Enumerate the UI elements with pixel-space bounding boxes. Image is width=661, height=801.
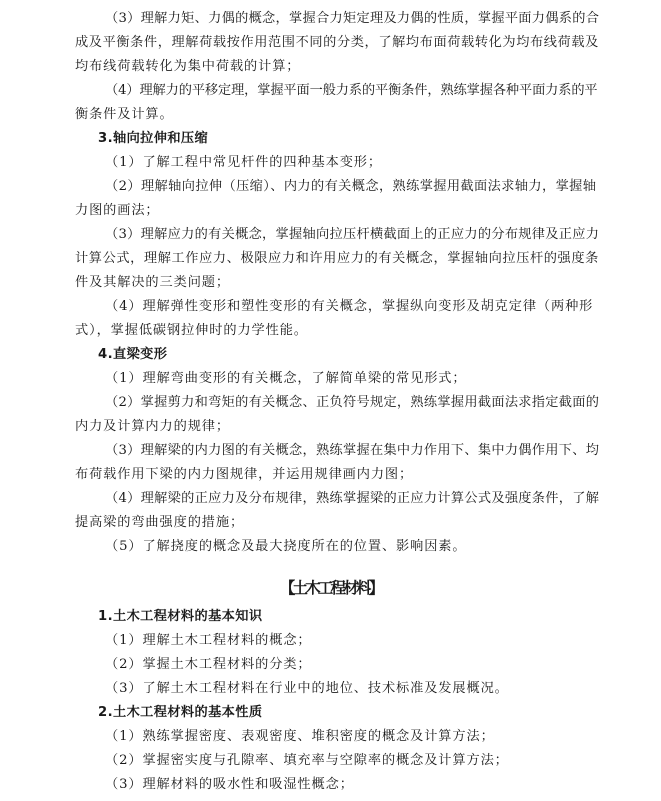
paragraph-line: 力图的画法； [75,203,160,218]
paragraph-line: （1）理解土木工程材料的概念； [105,633,312,648]
paragraph-line: （4）理解力的平移定理，掌握平面一般力系的平衡条件，熟练掌握各种平面力系的平 [105,83,598,98]
paragraph-line: （3）理解梁的内力图的有关概念，熟练掌握在集中力作用下、集中力偶作用下、均 [105,443,600,458]
paragraph-line: 成及平衡条件，理解荷载按作用范围不同的分类，了解均布面荷载转化为均布线荷载及 [75,35,599,50]
paragraph-line: （3）理解应力的有关概念，掌握轴向拉压杆横截面上的正应力的分布规律及正应力 [105,227,600,242]
paragraph-line: （4）理解弹性变形和塑性变形的有关概念，掌握纵向变形及胡克定律（两种形 [105,299,594,314]
paragraph-line: 计算公式，理解工作应力、极限应力和许用应力的有关概念，掌握轴向拉压杆的强度条 [75,251,599,266]
section-title: 【土木工程材料】 [279,579,382,597]
paragraph-line: 提高梁的弯曲强度的措施； [75,515,245,530]
paragraph-line: 式），掌握低碳钢拉伸时的力学性能。 [75,323,308,338]
paragraph-line: （2）掌握土木工程材料的分类； [105,657,312,672]
paragraph-line: （1）理解弯曲变形的有关概念，了解简单梁的常见形式； [105,371,467,386]
paragraph-line: （5）了解挠度的概念及最大挠度所在的位置、影响因素。 [105,539,467,554]
section-heading: 1.土木工程材料的基本知识 [98,609,263,624]
paragraph-line: （2）掌握密实度与孔隙率、填充率与空隙率的概念及计算方法； [105,753,509,768]
paragraph-line: （3）了解土木工程材料在行业中的地位、技术标准及发展概况。 [105,681,509,696]
paragraph-line: （2）掌握剪力和弯矩的有关概念、正负符号规定，熟练掌握用截面法求指定截面的 [105,395,600,410]
paragraph-line: 布荷载作用下梁的内力图规律，并运用规律画内力图； [75,467,414,482]
paragraph-line: （2）理解轴向拉伸（压缩）、内力的有关概念，熟练掌握用截面法求轴力，掌握轴 [105,179,597,194]
paragraph-line: （3）理解力矩、力偶的概念，掌握合力矩定理及力偶的性质，掌握平面力偶系的合 [105,11,600,26]
paragraph-line: 件及其解决的三类问题； [75,275,230,290]
section-heading: 4.直梁变形 [98,347,168,362]
paragraph-line: 衡条件及计算。 [75,107,174,122]
paragraph-line: （1）了解工程中常见杆件的四种基本变形； [105,155,382,170]
paragraph-line: 均布线荷载转化为集中荷载的计算； [75,59,301,74]
section-heading: 2.土木工程材料的基本性质 [98,705,263,720]
paragraph-line: （3）理解材料的吸水性和吸湿性概念； [105,777,354,792]
paragraph-line: （4）理解梁的正应力及分布规律，熟练掌握梁的正应力计算公式及强度条件，了解 [105,491,600,506]
section-heading: 3.轴向拉伸和压缩 [98,131,209,146]
paragraph-line: 内力及计算内力的规律； [75,419,230,434]
paragraph-line: （1）熟练掌握密度、表观密度、堆积密度的概念及计算方法； [105,729,495,744]
